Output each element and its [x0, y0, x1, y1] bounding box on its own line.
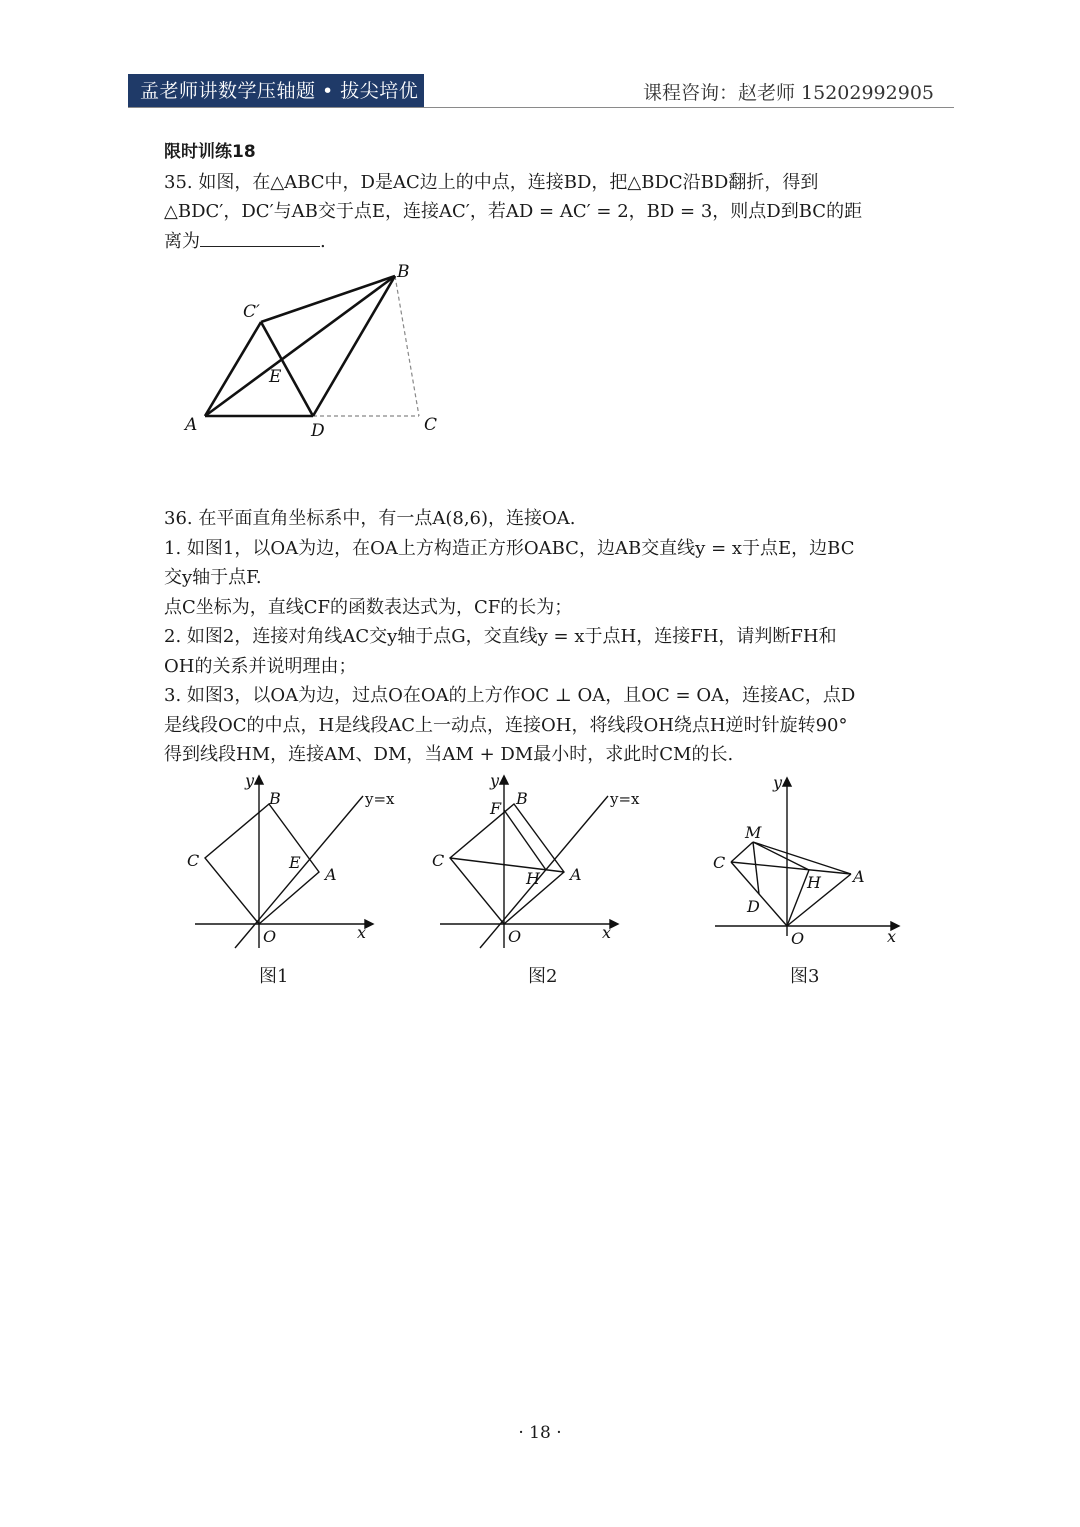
- y-axis-arrow: [783, 778, 791, 786]
- figure-q35: [175, 258, 455, 448]
- q36-line8: 是线段OC的中点，H是线段AC上一动点，连接OH，将线段OH绕点H逆时针旋转90°: [164, 714, 848, 736]
- fig2-label-a: A: [570, 865, 582, 884]
- page-content: [164, 138, 924, 256]
- fig3-label-y: y: [773, 773, 783, 792]
- y-axis-arrow: [255, 776, 263, 784]
- fig1-label-x: x: [357, 923, 367, 942]
- fig1-label-y: y: [245, 771, 255, 790]
- section-title: 限时训练18: [164, 142, 256, 162]
- fig2-label-c: C: [432, 851, 445, 870]
- fig1-label-o: O: [263, 927, 277, 946]
- square-oabc: [205, 804, 319, 924]
- segment-hm: [753, 842, 809, 870]
- x-axis-arrow: [365, 920, 373, 928]
- fig1-label-line: y=x: [365, 790, 395, 808]
- label-a: A: [185, 415, 198, 435]
- fig3-caption: 图3: [790, 966, 820, 987]
- figure-2: [430, 770, 650, 955]
- header-contact: 课程咨询：赵老师 15202992905: [642, 82, 934, 104]
- fig2-label-o: O: [508, 927, 522, 946]
- fig2-label-x: x: [602, 923, 612, 942]
- q36-line3: 交y轴于点F.: [164, 567, 262, 588]
- segment-bc-dashed: [395, 276, 419, 416]
- line-y-eq-x: [235, 796, 363, 948]
- figure-1: [185, 770, 405, 955]
- label-c: C: [424, 415, 438, 435]
- q36-line1: 36. 在平面直角坐标系中，有一点A(8,6)，连接OA.: [164, 508, 576, 529]
- segment-acp: [205, 322, 261, 416]
- fig2-label-h: H: [526, 869, 540, 888]
- line-y-eq-x: [480, 796, 608, 948]
- fig3-label-a: A: [853, 867, 865, 886]
- q35-line2: △BDC′，DC′与AB交于点E，连接AC′，若AD = AC′ = 2，BD = 3，则点D到BC的距: [164, 201, 863, 222]
- header-rule: [128, 107, 954, 108]
- q36-line4: 点C坐标为，直线CF的函数表达式为，CF的长为；: [164, 596, 573, 618]
- q36-line7: 3. 如图3，以OA为边，过点O在OA的上方作OC ⊥ OA，且OC = OA，连接AC，点D: [164, 685, 856, 706]
- fig3-label-d: D: [747, 897, 760, 916]
- label-c-prime: C′: [243, 302, 260, 322]
- segment-dm: [753, 842, 759, 894]
- fig1-label-c: C: [187, 851, 200, 870]
- fig3-label-x: x: [887, 927, 897, 946]
- fig2-label-f: F: [490, 799, 502, 818]
- fig3-label-c: C: [713, 853, 726, 872]
- segment-cm: [731, 842, 753, 862]
- q36-content: [164, 504, 924, 770]
- page-number: · 18 ·: [518, 1423, 562, 1443]
- fig3-label-h: H: [807, 873, 821, 892]
- y-axis-arrow: [500, 776, 508, 784]
- label-d: D: [311, 421, 325, 441]
- segment-db: [313, 276, 395, 416]
- diagonal-ac: [450, 858, 564, 872]
- q35-line3: [164, 227, 924, 257]
- fig2-label-line: y=x: [610, 790, 640, 808]
- q35-line1: 35. 如图，在△ABC中，D是AC边上的中点，连接BD，把△BDC沿BD翻折，得到: [164, 171, 819, 193]
- figure-3: [705, 770, 905, 955]
- fig1-label-e: E: [289, 853, 301, 872]
- segment-cpb: [261, 276, 395, 322]
- x-axis-arrow: [610, 920, 618, 928]
- q36-line9: 得到线段HM，连接AM、DM，当AM + DM最小时，求此时CM的长.: [164, 744, 734, 765]
- fig1-label-a: A: [325, 865, 337, 884]
- q36-line6: OH的关系并说明理由；: [164, 655, 357, 677]
- q36-line5: 2. 如图2，连接对角线AC交y轴于点G，交直线y = x于点H，连接FH，请判断FH和: [164, 626, 837, 647]
- header-title: 孟老师讲数学压轴题 • 拔尖培优: [128, 74, 424, 108]
- square-oabc: [450, 804, 564, 924]
- fig3-label-m: M: [745, 823, 762, 842]
- fig2-caption: 图2: [528, 966, 558, 987]
- label-b: B: [397, 262, 410, 282]
- fig3-label-o: O: [791, 929, 805, 948]
- fig2-label-y: y: [490, 771, 500, 790]
- answer-blank[interactable]: [200, 228, 320, 247]
- fig1-label-b: B: [269, 789, 281, 808]
- q36-line2: 1. 如图1，以OA为边，在OA上方构造正方形OABC，边AB交直线y = x于点E，边BC: [164, 537, 855, 559]
- label-e: E: [269, 367, 282, 387]
- fig2-label-b: B: [516, 789, 528, 808]
- fig1-caption: 图1: [259, 966, 289, 987]
- q35-line3-text: 离为: [164, 230, 200, 252]
- q35-line3-end: .: [320, 230, 326, 252]
